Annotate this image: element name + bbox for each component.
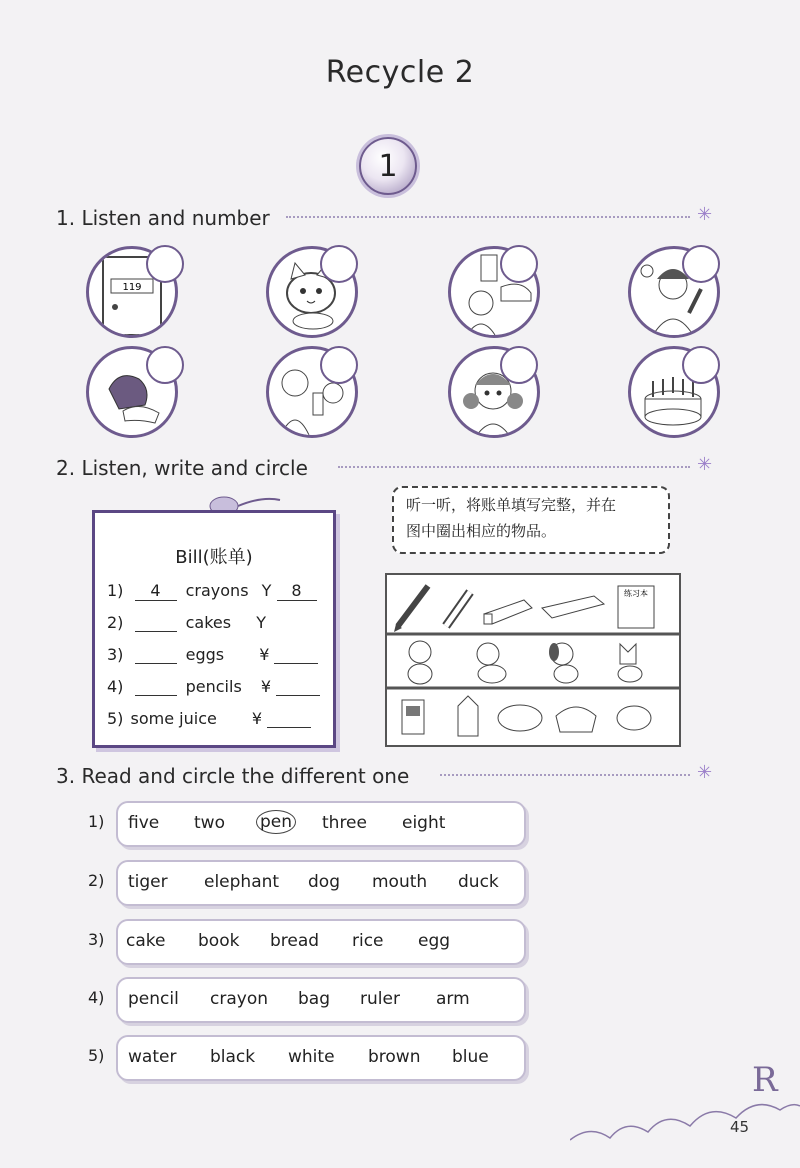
word[interactable]: white xyxy=(288,1047,335,1067)
currency-symbol: ¥ xyxy=(260,677,272,696)
flower-icon: ✳ xyxy=(697,762,713,783)
word-row xyxy=(116,919,526,965)
word[interactable]: dog xyxy=(308,872,340,892)
number-circle[interactable] xyxy=(500,245,538,283)
word-row xyxy=(116,801,526,847)
unit-number: 1 xyxy=(378,148,398,184)
number-circle[interactable] xyxy=(320,346,358,384)
juice-box-icon[interactable] xyxy=(402,700,424,734)
door-number: 119 xyxy=(122,282,142,293)
section1-heading: 1. Listen and number xyxy=(56,206,270,230)
exercise-book-label: 练习本 xyxy=(624,589,648,598)
page-title: Recycle 2 xyxy=(325,55,475,90)
word[interactable]: ruler xyxy=(360,989,400,1009)
word-circled[interactable]: pen xyxy=(256,810,296,834)
word[interactable]: rice xyxy=(352,931,384,951)
item-label: crayons xyxy=(185,581,249,600)
word-row xyxy=(116,977,526,1023)
word[interactable]: crayon xyxy=(210,989,268,1009)
egg-icon[interactable] xyxy=(617,706,651,730)
page-number: 45 xyxy=(730,1118,750,1136)
word[interactable]: mouth xyxy=(372,872,428,892)
currency-symbol: Y xyxy=(261,581,272,600)
word[interactable]: egg xyxy=(418,931,451,951)
word[interactable]: pencil xyxy=(128,989,179,1009)
word-row xyxy=(116,1035,526,1081)
item-label: some juice xyxy=(130,709,217,728)
number-circle[interactable] xyxy=(682,346,720,384)
unit-number-badge xyxy=(359,137,417,195)
note-line: 图中圈出相应的物品。 xyxy=(406,522,557,540)
number-circle[interactable] xyxy=(682,245,720,283)
section2-divider xyxy=(338,466,690,468)
word[interactable]: five xyxy=(128,813,160,833)
quantity-field[interactable]: 4 xyxy=(135,581,177,601)
word[interactable]: three xyxy=(322,813,367,833)
bill-line xyxy=(107,677,320,696)
exercise-book-icon[interactable] xyxy=(618,586,654,628)
currency-symbol: ¥ xyxy=(259,645,270,664)
bread-icon[interactable] xyxy=(498,705,542,731)
item-label: pencils xyxy=(185,677,242,696)
price-field[interactable] xyxy=(274,647,318,664)
item-label: cakes xyxy=(185,613,232,632)
number-circle[interactable] xyxy=(146,346,184,384)
section1-divider xyxy=(286,216,690,218)
note-line: 听一听，将账单填写完整，并在 xyxy=(406,496,617,514)
bill-title: Bill(账单) xyxy=(175,547,253,568)
corner-letter: R xyxy=(752,1060,778,1100)
word[interactable]: cake xyxy=(126,931,166,951)
instruction-note xyxy=(392,486,670,554)
price-field[interactable] xyxy=(267,711,311,728)
flower-icon: ✳ xyxy=(697,204,713,225)
currency-symbol: ¥ xyxy=(251,709,263,728)
word[interactable]: bread xyxy=(270,931,320,951)
currency-symbol: Y xyxy=(256,613,266,632)
row-number: 3) xyxy=(88,930,105,949)
bill-line xyxy=(107,709,311,728)
row-number: 5) xyxy=(88,1046,105,1065)
bill-line xyxy=(107,613,266,632)
quantity-field[interactable] xyxy=(135,679,177,696)
row-number: 2) xyxy=(88,871,105,890)
word[interactable]: eight xyxy=(402,813,446,833)
row-number: 4) xyxy=(88,988,105,1007)
word-row xyxy=(116,860,526,906)
word[interactable]: black xyxy=(210,1047,256,1067)
word[interactable]: water xyxy=(128,1047,177,1067)
section3-heading: 3. Read and circle the different one xyxy=(56,764,410,788)
bill-line xyxy=(107,581,317,601)
quantity-field[interactable] xyxy=(135,647,177,664)
shop-shelf xyxy=(384,572,682,748)
section2-heading: 2. Listen, write and circle xyxy=(56,456,308,480)
word[interactable]: arm xyxy=(436,989,470,1009)
bill-line-number: 5) xyxy=(107,709,124,728)
item-label: eggs xyxy=(185,645,225,664)
word[interactable]: book xyxy=(198,931,240,951)
quantity-field[interactable] xyxy=(135,615,177,632)
price-field[interactable] xyxy=(276,679,320,696)
row-number: 1) xyxy=(88,812,105,831)
word[interactable]: two xyxy=(194,813,225,833)
bill-line-number: 1) xyxy=(107,581,124,600)
bill-line xyxy=(107,645,318,664)
word[interactable]: bag xyxy=(298,989,330,1009)
number-circle[interactable] xyxy=(500,346,538,384)
bill-line-number: 4) xyxy=(107,677,124,696)
word[interactable]: elephant xyxy=(204,872,280,892)
flower-icon: ✳ xyxy=(697,454,713,475)
section3-divider xyxy=(440,774,690,776)
bill-line-number: 3) xyxy=(107,645,124,664)
price-field[interactable]: 8 xyxy=(277,581,317,601)
word[interactable]: blue xyxy=(452,1047,489,1067)
word[interactable]: brown xyxy=(368,1047,421,1067)
word[interactable]: duck xyxy=(458,872,499,892)
word[interactable]: tiger xyxy=(128,872,168,892)
number-circle[interactable] xyxy=(146,245,184,283)
number-circle[interactable] xyxy=(320,245,358,283)
bill-card xyxy=(92,510,336,748)
bill-line-number: 2) xyxy=(107,613,124,632)
